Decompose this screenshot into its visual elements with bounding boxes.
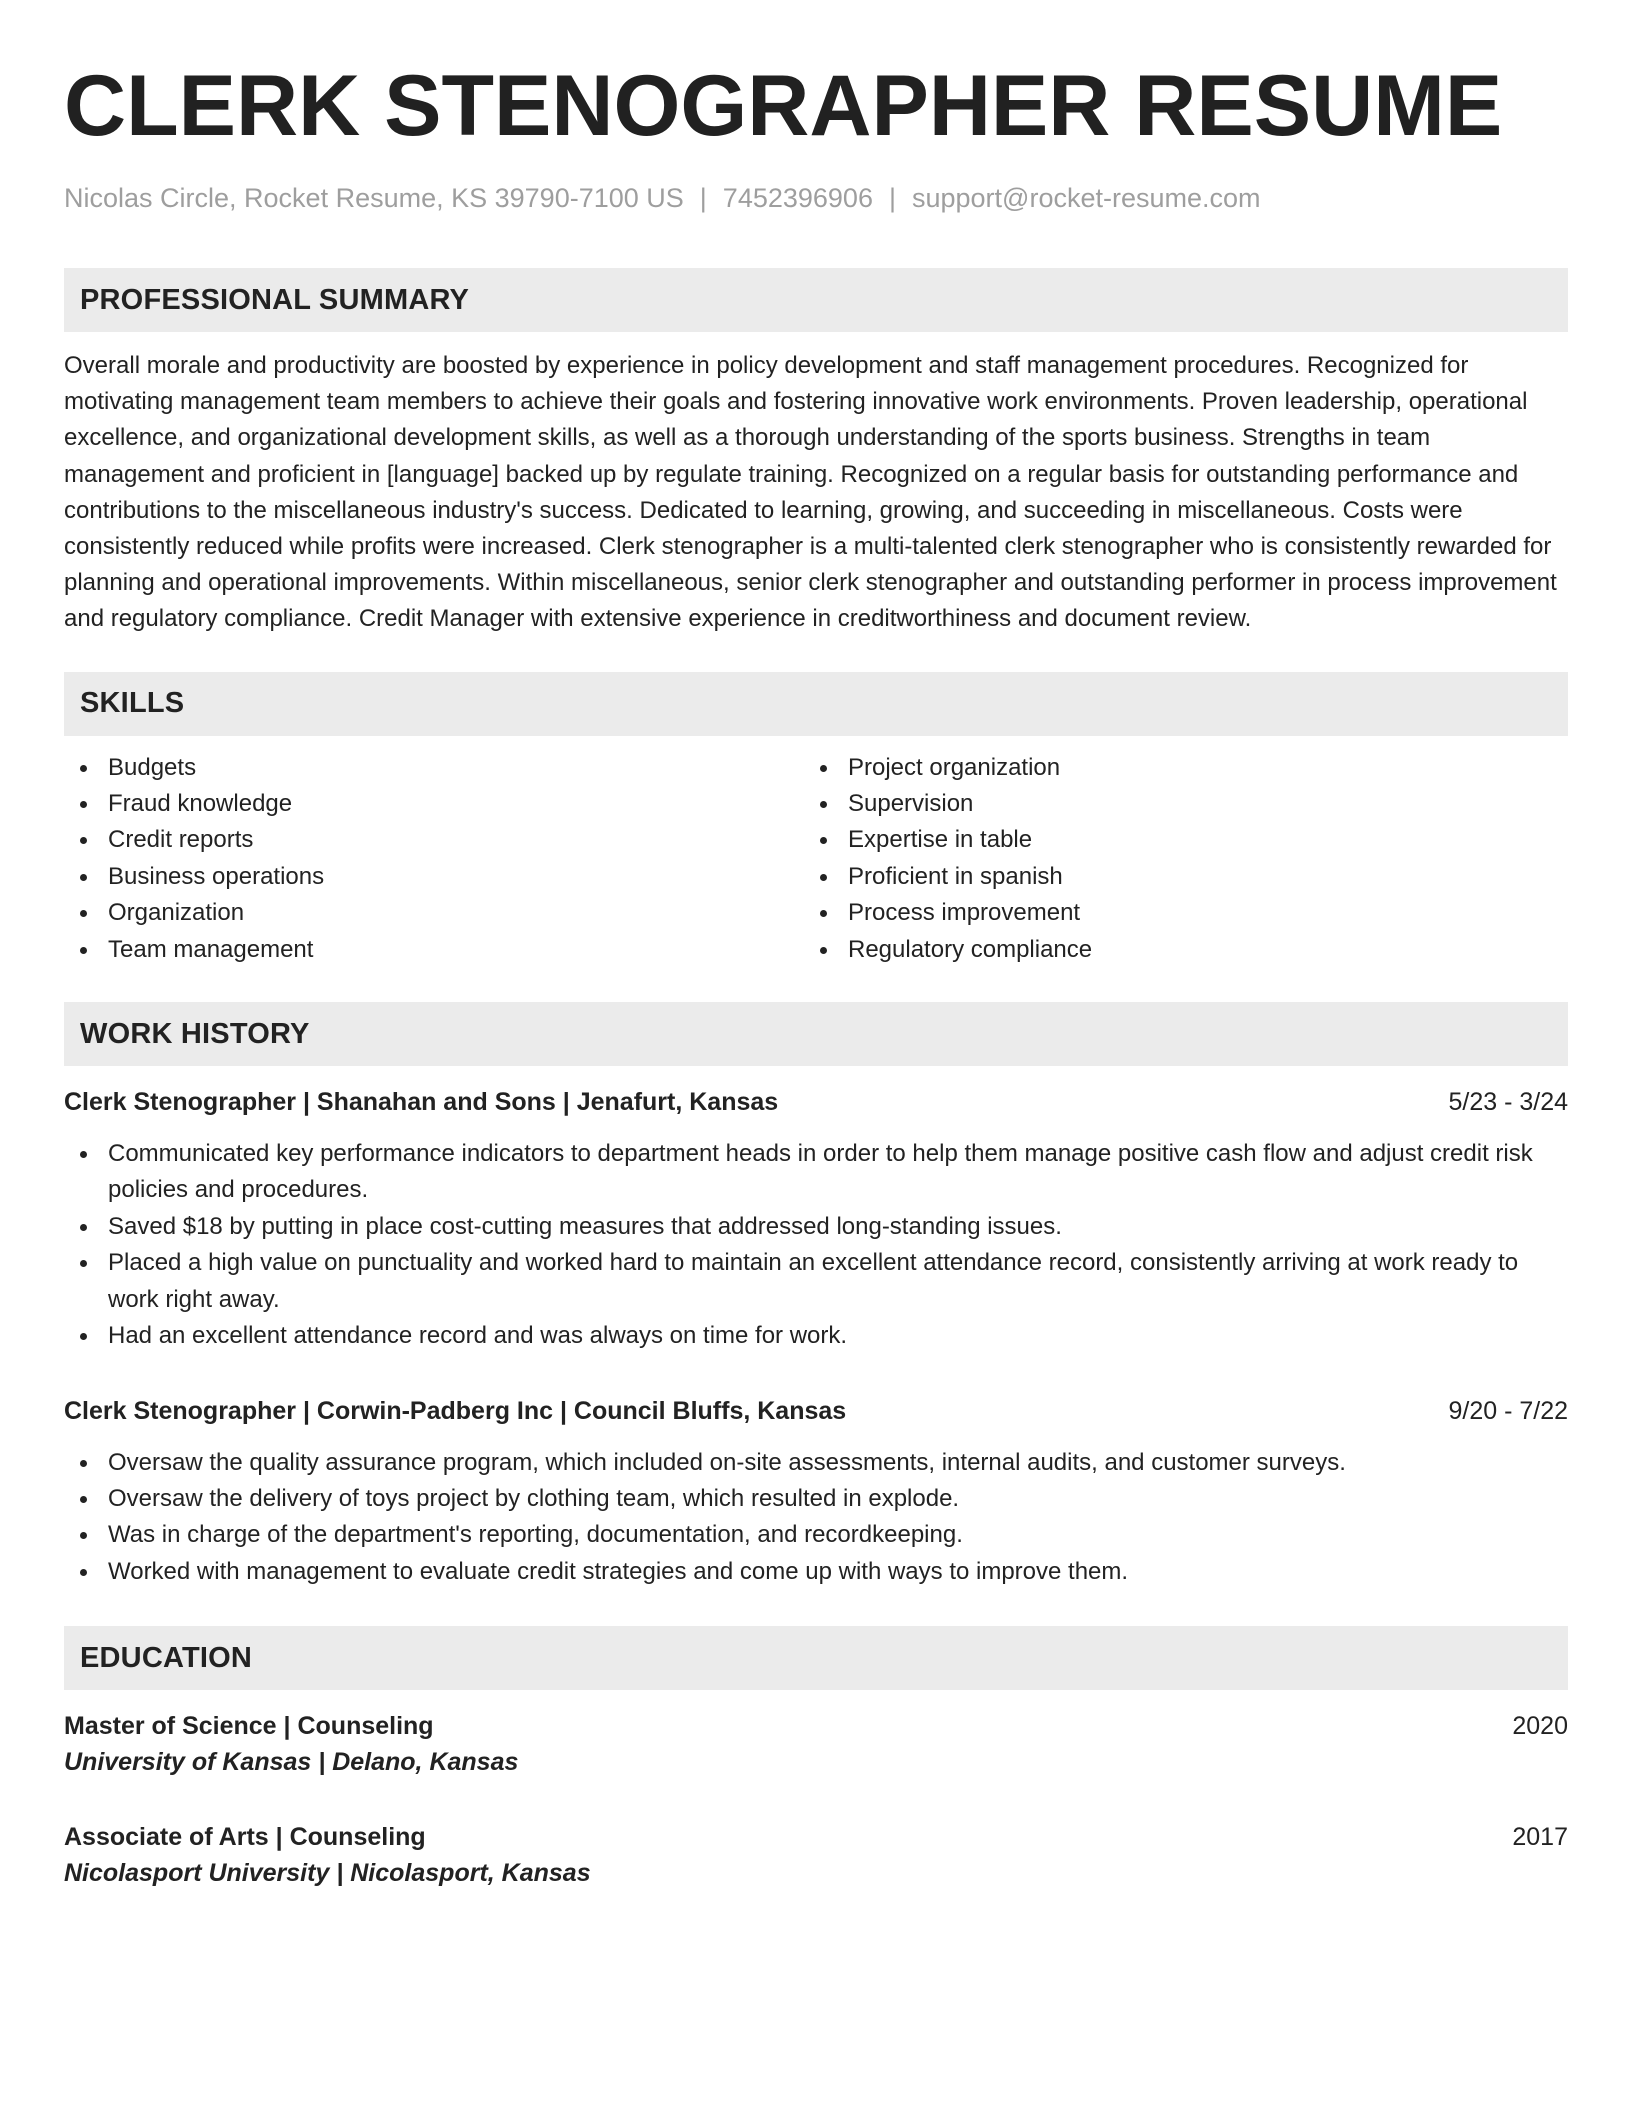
job-title: Clerk Stenographer | Shanahan and Sons | Jenafurt, Kansas [64,1088,779,1117]
skills-column-left [64,750,804,968]
education-entry-header [64,1708,1568,1744]
job-dates: 5/23 - 3/24 [1448,1088,1568,1117]
education-school: University of Kansas | Delano, Kansas [64,1748,519,1777]
job-title: Clerk Stenographer | Corwin-Padberg Inc | Council Bluffs, Kansas [64,1396,847,1425]
job-bullet: Saved $18 by putting in place cost-cutting measures that addressed long-standing issues. [64,1209,1568,1245]
job-bullet: Was in charge of the department's reporting, documentation, and recordkeeping. [64,1517,1568,1553]
skill-item: Proficient in spanish [804,859,1544,895]
skill-item: Credit reports [64,822,804,858]
skill-item: Business operations [64,859,804,895]
contact-separator: | [888,183,896,213]
job-bullet: Communicated key performance indicators to department heads in order to help them manage positive cash flow and adjust credit risk policies and procedures. [64,1136,1568,1209]
education-degree: Master of Science | Counseling [64,1712,434,1741]
job-bullet: Oversaw the delivery of toys project by clothing team, which resulted in explode. [64,1481,1568,1517]
job-dates: 9/20 - 7/22 [1448,1396,1568,1425]
job-entry-header [64,1393,1568,1429]
contact-phone: 7452396906 [722,183,873,213]
summary-text: Overall morale and productivity are boosted by experience in policy development and staff management procedures. Recognized for motivating management team members to achieve their goals and fostering innovative work environments. Proven leadership, operational excellence, and organizational development skills, as well as a thorough understanding of the sports business. Strengths in team management and proficient in [language] backed up by regulate training. Recognized on a regular basis for outstanding performance and contributions to the miscellaneous industry's success. Dedicated to learning, growing, and succeeding in miscellaneous. Costs were consistently reduced while profits were increased. Clerk stenographer is a multi-talented clerk stenographer who is consistently rewarded for planning and operational improvements. Within miscellaneous, senior clerk stenographer and outstanding performer in process improvement and regulatory compliance. Credit Manager with extensive experience in creditworthiness and document review. [64,352,1557,633]
education-year: 2020 [1512,1712,1568,1741]
section-header-work-history: WORK HISTORY [64,1002,1568,1066]
section-header-education: EDUCATION [64,1626,1568,1690]
skill-item: Supervision [804,786,1544,822]
contact-separator: | [699,183,707,213]
job-bullets [64,1136,1568,1354]
skill-item: Budgets [64,750,804,786]
job-bullet: Oversaw the quality assurance program, which included on-site assessments, internal audits, and customer surveys. [64,1445,1568,1481]
skills-column-right [804,750,1544,968]
resume-title: CLERK STENOGRAPHER RESUME [64,58,1503,154]
education-school: Nicolasport University | Nicolasport, Kansas [64,1859,591,1888]
contact-line [64,182,1568,214]
section-header-summary: PROFESSIONAL SUMMARY [64,268,1568,332]
contact-address: Nicolas Circle, Rocket Resume, KS 39790-7100 US [64,183,684,213]
skill-item: Project organization [804,750,1544,786]
skill-item: Team management [64,932,804,968]
skill-item: Organization [64,895,804,931]
skill-item: Regulatory compliance [804,932,1544,968]
job-entry-header [64,1084,1568,1120]
job-bullets [64,1445,1568,1591]
education-year: 2017 [1512,1823,1568,1852]
section-header-skills: SKILLS [64,672,1568,736]
education-degree: Associate of Arts | Counseling [64,1823,426,1852]
skill-item: Fraud knowledge [64,786,804,822]
skill-item: Expertise in table [804,822,1544,858]
contact-email: support@rocket-resume.com [911,183,1261,213]
skills-list [64,750,1568,968]
skill-item: Process improvement [804,895,1544,931]
job-bullet: Worked with management to evaluate credit strategies and come up with ways to improve them. [64,1554,1568,1590]
education-entry-header [64,1819,1568,1855]
job-bullet: Had an excellent attendance record and was always on time for work. [64,1318,1568,1354]
job-bullet: Placed a high value on punctuality and worked hard to maintain an excellent attendance record, consistently arriving at work ready to work right away. [64,1245,1568,1318]
